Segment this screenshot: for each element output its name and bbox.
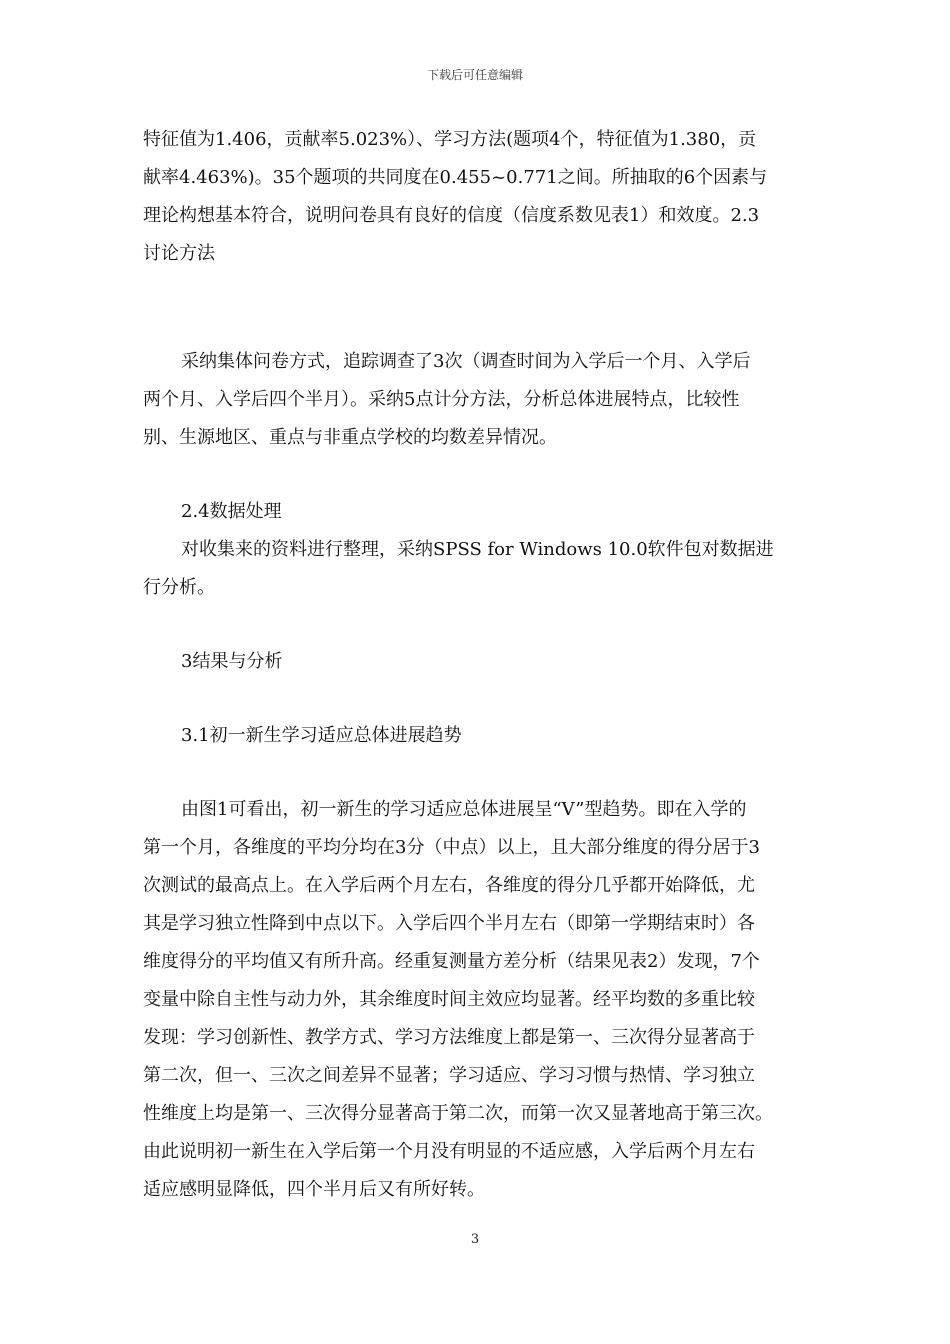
- text-line: 理论构想基本符合，说明问卷具有良好的信度（信度系数见表1）和效度。2.3: [143, 205, 760, 226]
- page-header: 下载后可任意编辑: [426, 68, 523, 82]
- text-line: 采纳集体问卷方式，追踪调查了3次（调查时间为入学后一个月、入学后: [181, 351, 751, 372]
- section-heading: 3结果与分析: [181, 651, 283, 672]
- text-line: 维度得分的平均值又有所升高。经重复测量方差分析（结果见表2）发现，7个: [143, 951, 760, 972]
- text-line: 别、生源地区、重点与非重点学校的均数差异情况。: [143, 427, 557, 448]
- text-line: 适应感明显降低，四个半月后又有所好转。: [143, 1179, 485, 1200]
- text-line: 讨论方法: [143, 243, 215, 264]
- text-line: 对收集来的资料进行整理，采纳SPSS for Windows 10.0软件包对数据进: [181, 539, 774, 560]
- section-heading: 3.1初一新生学习适应总体进展趋势: [181, 725, 462, 746]
- text-line: 第二次，但一、三次之间差异不显著；学习适应、学习习惯与热情、学习独立: [143, 1065, 755, 1086]
- text-line: 行分析。: [143, 577, 215, 598]
- text-line: 由此说明初一新生在入学后第一个月没有明显的不适应感，入学后两个月左右: [143, 1141, 755, 1162]
- text-line: 变量中除自主性与动力外，其余维度时间主效应均显著。经平均数的多重比较: [143, 989, 755, 1010]
- page-number: 3: [470, 1232, 480, 1247]
- text-line: 两个月、入学后四个半月）。采纳5点计分方法，分析总体进展特点，比较性: [143, 389, 740, 410]
- text-line: 性维度上均是第一、三次得分显著高于第二次，而第一次又显著地高于第三次。: [143, 1103, 773, 1124]
- text-line: 发现：学习创新性、教学方式、学习方法维度上都是第一、三次得分显著高于: [143, 1027, 755, 1048]
- text-line: 由图1可看出，初一新生的学习适应总体进展呈“V”型趋势。即在入学的: [181, 799, 747, 820]
- text-line: 次测试的最高点上。在入学后两个月左右，各维度的得分几乎都开始降低，尤: [143, 875, 755, 896]
- text-line: 其是学习独立性降到中点以下。入学后四个半月左右（即第一学期结束时）各: [143, 913, 755, 934]
- text-line: 第一个月，各维度的平均分均在3分（中点）以上，且大部分维度的得分居于3: [143, 837, 760, 858]
- text-line: 献率4.463%)。35个题项的共同度在0.455~0.771之间。所抽取的6个因素与: [143, 167, 768, 188]
- text-line: 特征值为1.406，贡献率5.023%）、学习方法(题项4个，特征值为1.380，贡: [143, 129, 757, 150]
- section-heading: 2.4数据处理: [181, 501, 282, 522]
